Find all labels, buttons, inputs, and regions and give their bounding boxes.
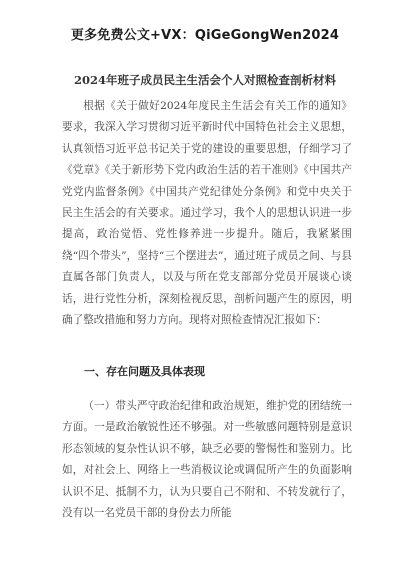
watermark-header: 更多免费公文+VX：QiGeGongWen2024 (70, 28, 340, 43)
section-paragraph: （一）带头严守政治纪律和政治规矩，维护党的团结统一方面。一是政治敏锐性还不够强。对一些敏感问题特别是意识形态领域的复杂性认识不够，缺乏必要的警惕性和鉴别力。比如，对社会上、网络上一些消极议论或调侃所产生的负面影响认识不足、抵制不力，认为只要自己不附和、不转发就行了，没有以一名党员干部的身份去力所能 (62, 400, 352, 520)
intro-paragraph: 根据《关于做好2024年度民主生活会有关工作的通知》要求，我深入学习贯彻习近平新时代中国特色社会主义思想，认真领悟习近平总书记关于党的建设的重要思想，仔细学习了《党章》《关于新形势下党内政治生活的若干准则》《中国共产党党内监督条例》《中国共产党纪律处分条例》和党中央关于民主生活会的有关要求。通过学习，我个人的思想认识进一步提高，政治觉悟、党性修养进一步提升。随后，我紧紧围绕“四个带头”，坚持“三个摆进去”，通过班子成员之间、与县直属各部门负责人，以及与所在党支部部分党员开展谈心谈话，进行党性分析，深刻检视反思，剖析问题产生的原因，明确了整改措施和努力方向。现将对照检查情况汇报如下： (62, 100, 352, 327)
section-body (62, 396, 352, 524)
document-title: 2024年班子成员民主生活会个人对照检查剖析材料 (73, 73, 336, 87)
document-body (62, 96, 352, 331)
section-heading: 一、存在问题及具体表现 (84, 365, 205, 378)
